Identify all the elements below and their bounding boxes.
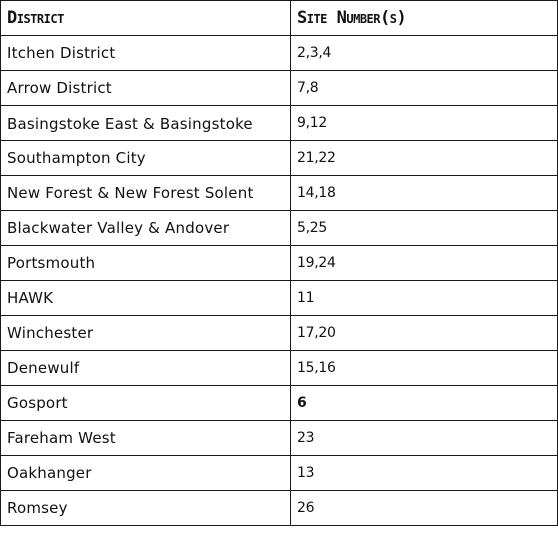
table-row [1, 351, 558, 386]
table-row [1, 141, 558, 176]
site-number-cell: 11 [291, 281, 558, 316]
table-row [1, 211, 558, 246]
district-cell: Romsey [1, 491, 291, 526]
table-row [1, 106, 558, 141]
table-row [1, 246, 558, 281]
table-row [1, 281, 558, 316]
table-header-row [1, 1, 558, 36]
district-cell: Blackwater Valley & Andover [1, 211, 291, 246]
site-number-cell: 2,3,4 [291, 36, 558, 71]
district-cell: Denewulf [1, 351, 291, 386]
district-cell: Fareham West [1, 421, 291, 456]
table-row [1, 491, 558, 526]
district-cell: Basingstoke East & Basingstoke [7, 115, 253, 133]
column-header-site-numbers: Site Number(s) [291, 1, 558, 36]
site-number-cell: 5,25 [291, 211, 558, 246]
table-row [1, 316, 558, 351]
site-number-cell: 23 [291, 421, 558, 456]
district-cell: HAWK [1, 281, 291, 316]
column-header-district: District [1, 1, 291, 36]
site-number-cell: 21,22 [291, 141, 558, 176]
site-number-cell: 17,20 [291, 316, 558, 351]
district-cell: Portsmouth [1, 246, 291, 281]
site-number-cell: 6 [291, 386, 558, 421]
table-row [1, 36, 558, 71]
table-row [1, 421, 558, 456]
table-row [1, 71, 558, 106]
district-cell: Itchen District [1, 36, 291, 71]
district-cell: Southampton City [1, 141, 291, 176]
district-cell: Winchester [1, 316, 291, 351]
site-number-cell: 9,12 [291, 106, 558, 141]
table-row [1, 456, 558, 491]
site-number-cell: 13 [291, 456, 558, 491]
site-number-cell: 14,18 [291, 176, 558, 211]
table-row [1, 386, 558, 421]
site-number-cell: 15,16 [291, 351, 558, 386]
district-cell: Arrow District [1, 71, 291, 106]
site-number-cell: 26 [291, 491, 558, 526]
district-cell: Gosport [1, 386, 291, 421]
site-number-cell: 19,24 [291, 246, 558, 281]
district-cell-wrapper [1, 106, 291, 141]
district-cell: Oakhanger [1, 456, 291, 491]
site-number-cell: 7,8 [291, 71, 558, 106]
district-cell: New Forest & New Forest Solent [1, 176, 291, 211]
table-row [1, 176, 558, 211]
